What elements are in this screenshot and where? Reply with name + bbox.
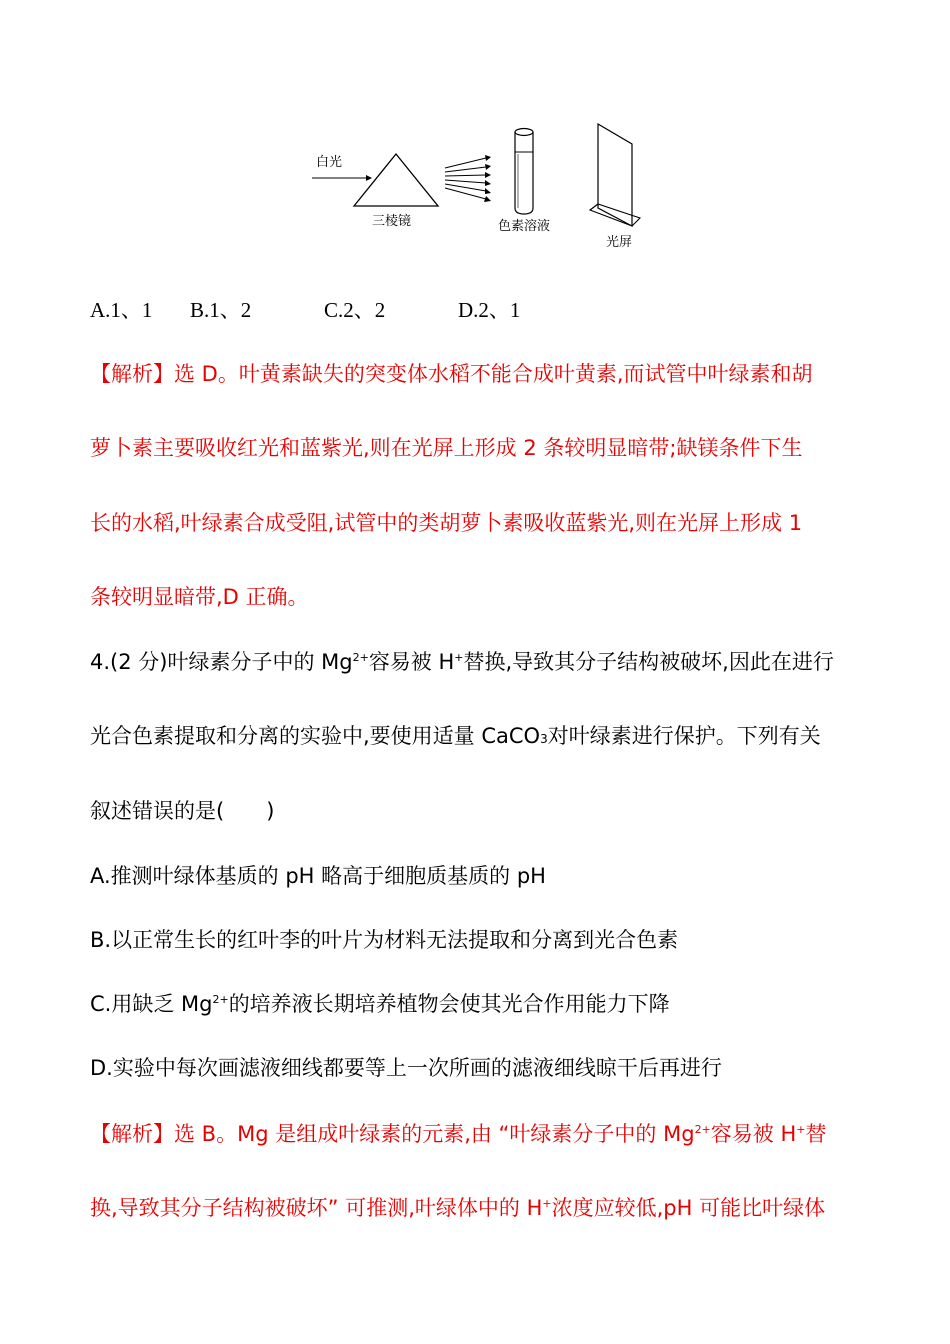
q4-analysis-text-2b: 浓度应较低,pH 可能比叶绿体 bbox=[551, 1196, 826, 1220]
prism-label: 三棱镜 bbox=[372, 214, 412, 229]
q3-option-d[interactable]: D.2、1 bbox=[458, 298, 521, 322]
q3-analysis-line-3: 长的水稻,叶绿素合成受阻,试管中的类胡萝卜素吸收蓝紫光,则在光屏上形成 1 bbox=[90, 511, 803, 535]
q4-stem-sub: 3 bbox=[540, 732, 548, 746]
q4-analysis-tag: 【解析】 bbox=[90, 1122, 174, 1146]
q4-option-c[interactable] bbox=[90, 990, 870, 1018]
q4-stem-text-1a: 4.(2 分)叶绿素分子中的 Mg bbox=[90, 650, 353, 674]
q4-analysis-sup-1: 2+ bbox=[694, 1123, 711, 1136]
q4-analysis-line-1 bbox=[90, 1120, 870, 1148]
q4-stem-line-1 bbox=[90, 648, 870, 676]
q3-option-a[interactable]: A.1、1 bbox=[90, 298, 153, 322]
q3-analysis-line-4: 条较明显暗带,D 正确。 bbox=[90, 585, 309, 609]
q3-options bbox=[90, 296, 870, 324]
q4-stem-text-2b: 对叶绿素进行保护。下列有关 bbox=[547, 724, 821, 748]
light-experiment-figure bbox=[300, 118, 650, 258]
q4-analysis-text-1b: 容易被 H bbox=[710, 1122, 797, 1146]
q4-analysis-text-2a: 换,导致其分子结构被破坏” 可推测,叶绿体中的 H bbox=[90, 1196, 543, 1220]
screen-panel bbox=[598, 124, 632, 226]
q4-option-c-text-b: 的培养液长期培养植物会使其光合作用能力下降 bbox=[228, 992, 670, 1016]
white-light-label: 白光 bbox=[316, 155, 343, 170]
ray-arrowheads bbox=[484, 155, 491, 202]
q4-stem-text-1c: 替换,导致其分子结构被破坏,因此在进行 bbox=[463, 650, 834, 674]
q4-option-b[interactable]: B.以正常生长的红叶李的叶片为材料无法提取和分离到光合色素 bbox=[90, 928, 679, 952]
q3-analysis-text-1: 选 D。叶黄素缺失的突变体水稻不能合成叶黄素,而试管中叶绿素和胡 bbox=[174, 362, 813, 386]
q4-option-c-text-a: C.用缺乏 Mg bbox=[90, 992, 213, 1016]
test-tube-top bbox=[515, 129, 533, 136]
dispersed-rays bbox=[445, 158, 486, 199]
q4-option-a[interactable]: A.推测叶绿体基质的 pH 略高于细胞质基质的 pH bbox=[90, 864, 546, 888]
q4-option-d[interactable]: D.实验中每次画滤液细线都要等上一次所画的滤液细线晾干后再进行 bbox=[90, 1056, 722, 1080]
q4-analysis-line-2 bbox=[90, 1194, 870, 1222]
q4-analysis-sup-3: + bbox=[542, 1197, 552, 1210]
q4-stem-sup-2: + bbox=[454, 651, 464, 664]
q3-option-c[interactable]: C.2、2 bbox=[324, 298, 386, 322]
q4-stem-line-2 bbox=[90, 722, 870, 750]
screen-stand-edge bbox=[590, 204, 598, 210]
q3-analysis-tag: 【解析】 bbox=[90, 362, 174, 386]
white-light-arrowhead bbox=[366, 175, 372, 181]
q4-stem-line-3: 叙述错误的是( ) bbox=[90, 799, 275, 823]
q4-analysis-text-1c: 替 bbox=[805, 1122, 827, 1146]
q3-analysis-line-2: 萝卜素主要吸收红光和蓝紫光,则在光屏上形成 2 条较明显暗带;缺镁条件下生 bbox=[90, 436, 803, 460]
q3-option-b[interactable]: B.1、2 bbox=[190, 298, 252, 322]
q4-option-c-sup: 2+ bbox=[212, 993, 229, 1006]
q4-stem-text-1b: 容易被 H bbox=[368, 650, 455, 674]
q4-analysis-text-1a: 选 B。Mg 是组成叶绿素的元素,由 “叶绿素分子中的 Mg bbox=[174, 1122, 695, 1146]
q4-stem-text-2a: 光合色素提取和分离的实验中,要使用适量 CaCO bbox=[90, 724, 541, 748]
pigment-solution-label: 色素溶液 bbox=[498, 219, 551, 234]
q4-stem-sup-1: 2+ bbox=[352, 651, 369, 664]
q4-analysis-sup-2: + bbox=[796, 1123, 806, 1136]
q3-analysis-line-1 bbox=[90, 360, 870, 388]
screen-label: 光屏 bbox=[606, 235, 633, 250]
